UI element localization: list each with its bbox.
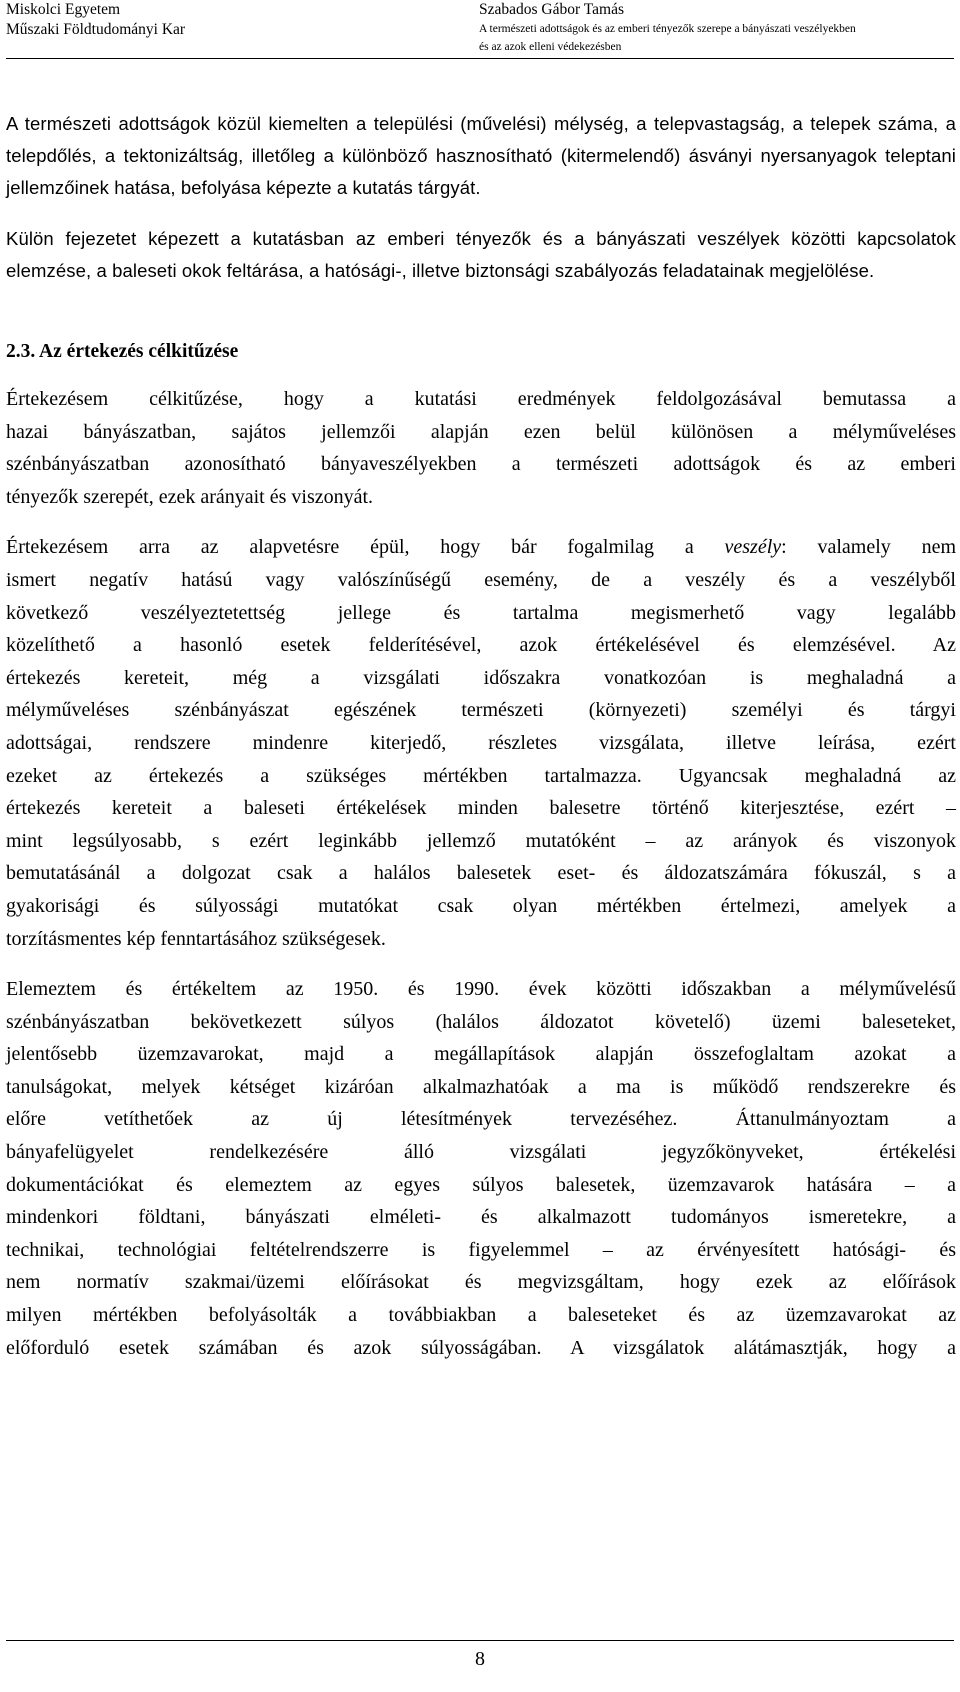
header-university: Miskolci Egyetem: [6, 1, 121, 18]
paragraph-line: mint legsúlyosabb, s ezért leginkább jellemző mutatóként – az arányok és viszonyok: [6, 829, 956, 852]
header-thesis-info: [394, 0, 954, 56]
paragraph-line: [6, 531, 956, 564]
paragraph-line: szénbányászatban azonosítható bányaveszélyekben a természeti adottságok és az emberi: [6, 453, 956, 476]
paragraph-text: : valamely nem: [781, 536, 957, 559]
paragraph-line: milyen mértékben befolyásolták a továbbiakban a baleseteket és az üzemzavarokat az: [6, 1304, 956, 1327]
section-heading: 2.3. Az értekezés célkitűzése: [6, 341, 239, 362]
header-subtitle-line2: és az azok elleni védekezésben: [479, 41, 622, 53]
paragraph-line: bemutatásánál a dolgozat csak a halálos balesetek eset- és áldozatszámára fókuszál, s a: [6, 862, 956, 885]
paragraph-line: mindenkori földtani, bányászati elméleti- és alkalmazott tudományos ismeretekre, a: [6, 1206, 956, 1229]
paragraph-line: ezeket az értekezés a szükséges mértékben tartalmazza. Ugyancsak meghaladná az: [6, 764, 956, 787]
intro-paragraph-1: A természeti adottságok közül kiemelten a települési (művelési) mélység, a telepvastagság, a telepek száma, a telepdőlés, a tektonizáltság, illetőleg a különböző hasznosítható (kitermelendő) ásványi nyersanyagok teleptani jellemzőinek hatása, befolyása képezte a kutatás tárgyát.: [6, 113, 956, 198]
paragraph-line: dokumentációkat és elemeztem az egyes súlyos balesetek, üzemzavarok hatására – a: [6, 1173, 956, 1196]
header-subtitle-line1: A természeti adottságok és az emberi tényezők szerepe a bányászati veszélyekben: [479, 23, 856, 35]
paragraph-line: értekezés kereteit, még a vizsgálati időszakra vonatkozóan is meghaladná a: [6, 666, 956, 689]
paragraph-premise: [6, 531, 956, 955]
paragraph-line: bányafelügyelet rendelkezésére álló vizsgálati jegyzőkönyveket, értékelési: [6, 1141, 956, 1164]
paragraph-line: gyakorisági és súlyossági mutatókat csak olyan mértékben értelmezi, amelyek a: [6, 894, 956, 917]
paragraph-line: előre vetíthetőek az új létesítmények tervezéséhez. Áttanulmányoztam a: [6, 1108, 956, 1131]
paragraph-line: Értekezésem célkitűzése, hogy a kutatási eredmények feldolgozásával bemutassa a: [6, 388, 956, 410]
paragraph-line: adottságai, rendszere mindenre kiterjedő, részletes vizsgálata, illetve leírása, ezért: [6, 731, 956, 754]
paragraph-line: hazai bányászatban, sajátos jellemzői alapján ezen belül különösen a mélyműveléses: [6, 420, 956, 443]
page-number: 8: [475, 1648, 485, 1670]
paragraph-line: következő veszélyeztetettség jellege és tartalma megismerhető vagy legalább: [6, 601, 956, 624]
paragraph-line: szénbányászatban bekövetkezett súlyos (halálos áldozatot követelő) üzemi baleseteket,: [6, 1010, 956, 1033]
page-header: [6, 0, 954, 59]
paragraph-line: jelentősebb üzemzavarokat, majd a megállapítások alapján összefoglaltam azokat a: [6, 1043, 956, 1066]
header-author: Szabados Gábor Tamás: [479, 1, 624, 18]
paragraph-line: ismert negatív hatású vagy valószínűségű esemény, de a veszély és a veszélyből: [6, 568, 956, 591]
paragraph-line: nem normatív szakmai/üzemi előírásokat és megvizsgáltam, hogy ezek az előírások: [6, 1271, 956, 1294]
paragraph-line: torzításmentes kép fenntartásához szükségesek.: [6, 927, 386, 950]
paragraph-line: tanulságokat, melyek kétséget kizáróan alkalmazhatóak a ma is működő rendszerekre és: [6, 1075, 956, 1098]
page-content: [6, 108, 956, 1382]
header-faculty: Műszaki Földtudományi Kar: [6, 21, 186, 38]
paragraph-text: Értekezésem arra az alapvetésre épül, hogy bár fogalmilag a: [6, 536, 694, 559]
paragraph-line: technikai, technológiai feltételrendszerre is figyelemmel – az érvényesített hatósági- és: [6, 1238, 956, 1261]
paragraph-objective: [6, 383, 956, 513]
paragraph-line: tényezők szerepét, ezek arányait és viszonyát.: [6, 485, 374, 508]
paragraph-line: Elemeztem és értékeltem az 1950. és 1990. évek közötti időszakban a mélyművelésű: [6, 978, 956, 1001]
footer-rule: [6, 1640, 954, 1641]
intro-paragraph-2: Külön fejezetet képezett a kutatásban az emberi tényezők és a bányászati veszélyek közötti kapcsolatok elemzése, a baleseti okok feltárása, a hatósági-, illetve biztonsági szabályozás feladatainak megjelölése.: [6, 228, 956, 281]
paragraph-line: közelíthető a hasonló esetek felderítésével, azok értékelésével és elemzésével. Az: [6, 634, 956, 657]
paragraph-analysis: [6, 973, 956, 1364]
paragraph-line: előforduló esetek számában és azok súlyosságában. A vizsgálatok alátámasztják, hogy a: [6, 1336, 956, 1359]
paragraph-line: mélyműveléses szénbányászat egészének természeti (környezeti) személyi és tárgyi: [6, 699, 956, 722]
header-institution: [6, 0, 185, 40]
emphasized-term: veszély: [724, 536, 782, 559]
paragraph-line: értekezés kereteit a baleseti értékelések minden balesetre történő kiterjesztése, ezért –: [6, 797, 956, 820]
